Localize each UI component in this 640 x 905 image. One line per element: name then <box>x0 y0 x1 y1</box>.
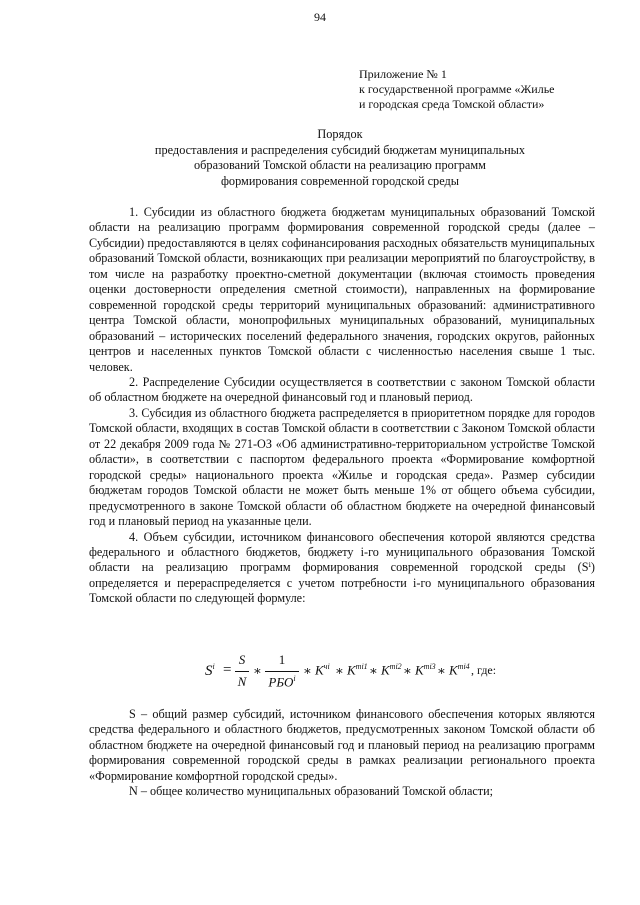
paragraph-4: 4. Объем субсидии, источником финансового обеспечения которой являются средства федерального и областного бюджетов, бюджету i-го муниципального образования Томской области на реализацию программ формирования современной городской среды (Sⁱ) определяется и перераспределяется с учетом потребности i-го муниципального образования Томской области по следующей формуле: <box>89 529 595 606</box>
appendix-header <box>359 67 609 112</box>
fraction-numerator: S <box>238 652 246 667</box>
fraction-bar <box>235 671 249 672</box>
title-line-4: формирования современной городской среды <box>220 173 460 188</box>
formula-multiply-1: ∗ <box>253 663 262 678</box>
coefficient-k-m2: $K^{mi2}$ <box>381 662 402 678</box>
formula-multiply-4: ∗ <box>369 663 378 678</box>
title-line-1: Порядок <box>317 127 363 141</box>
title-line-3: образований Томской области на реализацию программ <box>194 158 486 173</box>
formula-multiply-3: ∗ <box>335 663 344 678</box>
subsidy-formula <box>205 652 525 692</box>
coefficient-k-m1: $K^{mi1}$ <box>347 662 368 678</box>
paragraph-definition-n: N – общее количество муниципальных образований Томской области; <box>129 784 494 799</box>
fraction-denominator: N <box>237 674 247 689</box>
formula-equals: = <box>223 662 232 678</box>
formula-where: , где: <box>471 663 497 677</box>
coefficient-k-m4: $K^{mi4}$ <box>449 662 470 678</box>
formula-fraction-s-n <box>235 652 249 690</box>
fraction-denominator: РБО$^i$ <box>268 673 296 689</box>
coefficient-k-m3: $K^{mi3}$ <box>415 662 436 678</box>
fraction-numerator: 1 <box>278 652 286 667</box>
body-text <box>89 205 595 607</box>
fraction-bar <box>265 671 299 672</box>
page-number: 94 <box>314 10 326 24</box>
formula-multiply-6: ∗ <box>437 663 446 678</box>
title-line-2: предоставления и распределения субсидий бюджетам муниципальных <box>154 142 526 157</box>
formula-fraction-1-rbo <box>265 652 299 690</box>
appendix-line-3: и городская среда Томской области» <box>359 97 545 111</box>
paragraph-2: 2. Распределение Субсидии осуществляется в соответствии с законом Томской области об областном бюджете на очередной финансовый год и плановый период. <box>89 374 595 405</box>
formula-multiply-5: ∗ <box>403 663 412 678</box>
coefficient-k-ch: $K^{чi}$ <box>315 662 330 678</box>
appendix-line-1: Приложение № 1 <box>359 67 447 81</box>
formula-lhs: $S^i$ <box>205 662 215 679</box>
formula-multiply-2: ∗ <box>303 663 312 678</box>
paragraph-1: 1. Субсидии из областного бюджета бюджетам муниципальных образований Томской области на реализацию программ формирования современной городской среды (далее – Субсидии) предоставляются в целях софинансирования расходных обязательств муниципальных образований Томской области, возникающих при реализации мероприятий по благоустройству, в том числе на разработку проектно-сметной документации (включая стоимость проведения оценки достоверности определения сметной стоимости), направленных на формирование современной городской среды территорий муниципальных образований: административного центра Томской области, монопрофильных муниципальных образований, муниципальных образований – исторических поселений федерального значения, городских округов, районных центров и населенных пунктов Томской области с численностью населения свыше 1 тыс. человек. <box>89 205 595 374</box>
document-title <box>90 127 590 189</box>
appendix-line-2: к государственной программе «Жилье <box>359 82 555 96</box>
body-text-continued <box>89 707 595 800</box>
paragraph-3: 3. Субсидия из областного бюджета распределяется в приоритетном порядке для городов Томской области, входящих в состав Томской области в соответствии с Законом Томской области от 22 декабря 2009 года № 271-ОЗ «Об административно-территориальном устройстве Томской области», в соответствии с паспортом федерального проекта «Формирование комфортной городской среды» национального проекта «Жилье и городская среда». Размер субсидии бюджетам городов Томской области не может быть меньше 1% от общего объема субсидии, предусмотренного в законе Томской области об областном бюджете на очередной финансовый год и плановый период на указанные цели. <box>89 405 595 529</box>
paragraph-definition-s: S – общий размер субсидий, источником финансового обеспечения которых являются средства федерального и областного бюджетов, предусмотренных законом Томской области об областном бюджете на очередной финансовый год и плановый период на реализацию программ формирования современной городской среды в рамках реализации регионального проекта «Формирование комфортной городской среды». <box>89 707 595 783</box>
